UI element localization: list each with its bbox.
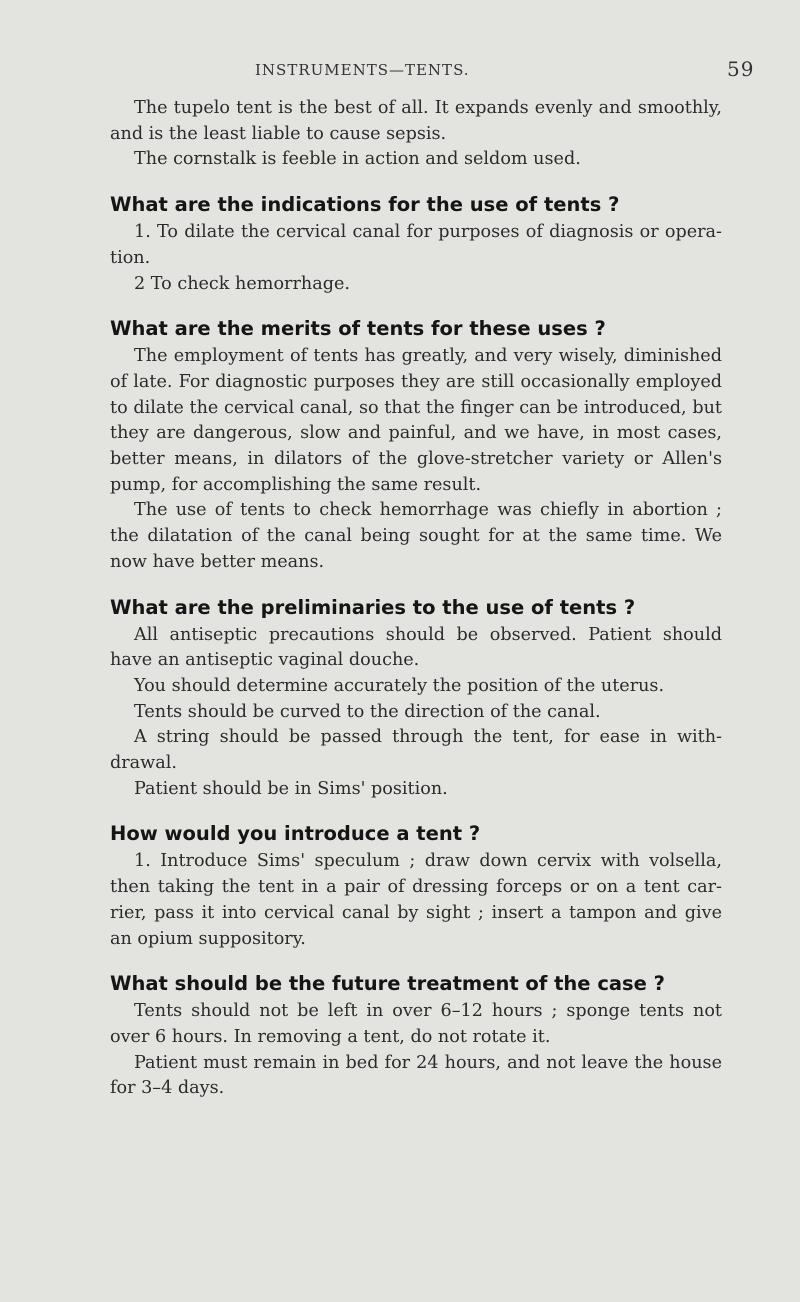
- section-heading: How would you introduce a tent ?: [110, 822, 481, 846]
- paragraph: The tupelo tent is the best of all. It expands evenly and smoothly, and is the least liable to cause sepsis.: [110, 98, 722, 144]
- paragraph: All antiseptic precautions should be observed. Patient should have an antiseptic vaginal douche.: [110, 624, 722, 671]
- paragraph: A string should be passed through the tent, for ease in with- drawal.: [110, 727, 722, 774]
- paragraph: 1. To dilate the cervical canal for purposes of diagnosis or opera- tion.: [110, 222, 722, 268]
- page-number: 59: [727, 57, 755, 81]
- paragraph: The cornstalk is feeble in action and seldom used.: [134, 149, 581, 170]
- paragraph: Patient must remain in bed for 24 hours, and not leave the house for 3–4 days.: [110, 1052, 722, 1099]
- section-heading: What are the merits of tents for these uses ?: [110, 317, 606, 341]
- paragraph: Patient should be in Sims' position.: [134, 778, 448, 799]
- paragraph: The employment of tents has greatly, and very wisely, diminished of late. For diagnostic purposes they are still occasionally employed to dilate the cervical canal, so that the finger can be introduced, but they are dangerous, slow and painful, and we have, in most cases, better means, in dilators of the glove-stretcher variety or Allen's pump, for accomplishing the same result.: [110, 346, 722, 495]
- section-heading: What should be the future treatment of the case ?: [110, 972, 665, 996]
- paragraph: Tents should be curved to the direction of the canal.: [134, 701, 601, 722]
- running-title: INSTRUMENTS—TENTS.: [255, 61, 470, 79]
- section-heading: What are the indications for the use of tents ?: [110, 193, 620, 217]
- paragraph: You should determine accurately the position of the uterus.: [134, 675, 665, 696]
- paragraph: The use of tents to check hemorrhage was chiefly in abortion ; the dilatation of the canal being sought for at the same time. We now have better means.: [110, 500, 722, 572]
- section-heading: What are the preliminaries to the use of tents ?: [110, 595, 636, 619]
- paragraph: Tents should not be left in over 6–12 hours ; sponge tents not over 6 hours. In removing a tent, do not rotate it.: [110, 1001, 722, 1047]
- page-body: [110, 96, 722, 1102]
- paragraph: 2 To check hemorrhage.: [134, 273, 350, 294]
- paragraph: 1. Introduce Sims' speculum ; draw down cervix with volsella, then taking the tent in a pair of dressing forceps or on a tent car- rier, pass it into cervical canal by sight ; insert a tampon and give an opium suppository.: [110, 851, 722, 949]
